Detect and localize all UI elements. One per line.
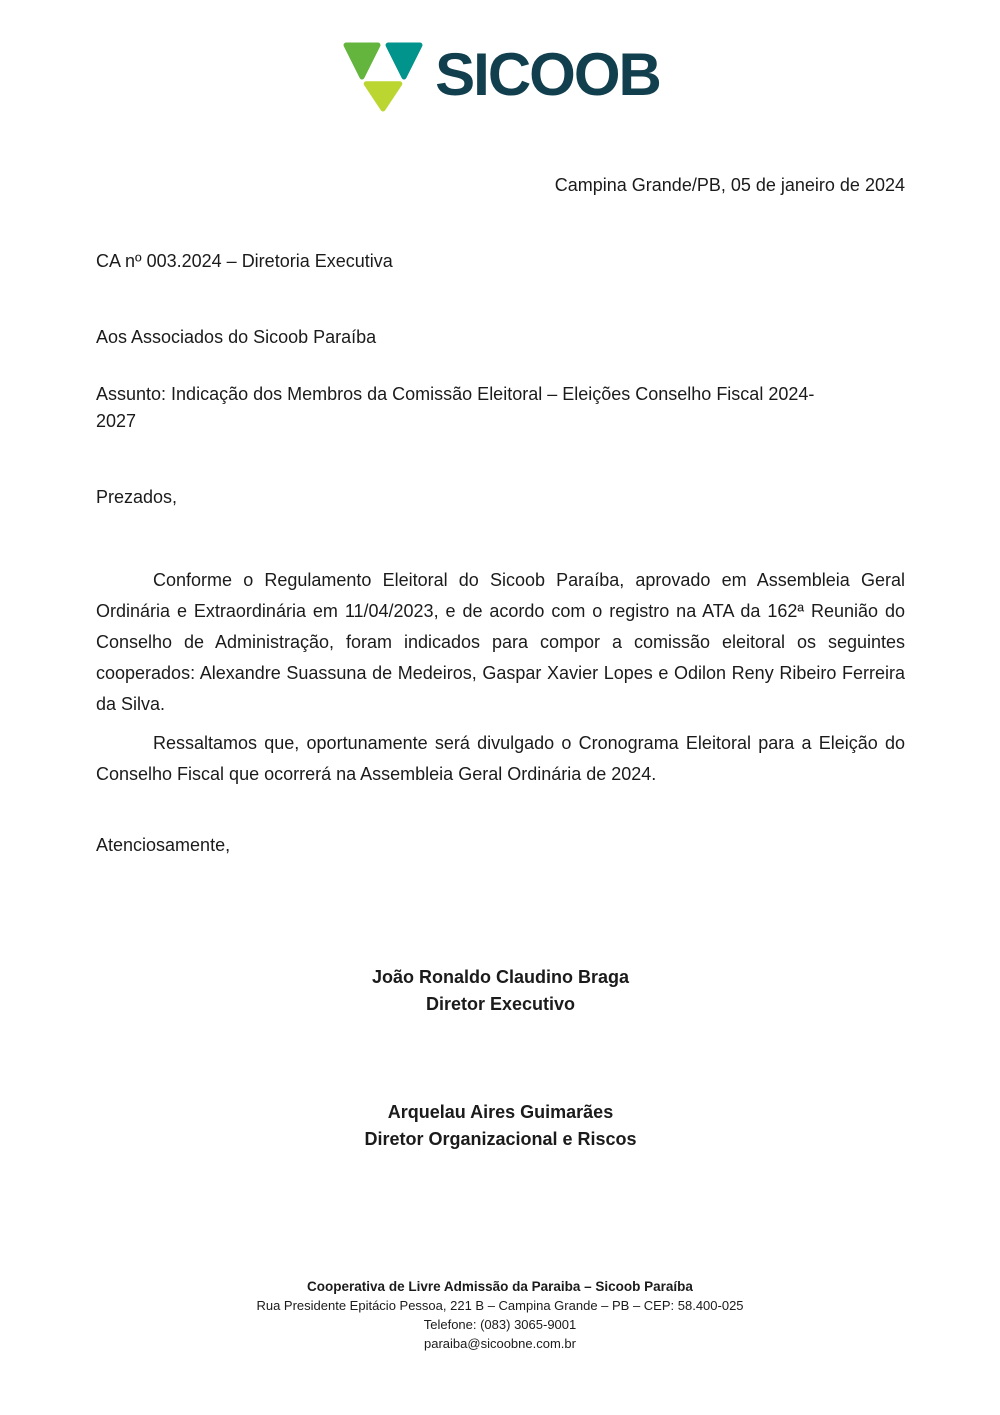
footer-phone: Telefone: (083) 3065-9001 <box>423 1317 577 1332</box>
footer-email: paraiba@sicoobne.com.br <box>424 1336 576 1351</box>
sicoob-triangle-icon <box>341 40 425 114</box>
subject-line-2: 2027 <box>96 411 137 431</box>
signature-block-1 <box>96 964 905 1018</box>
salutation: Prezados, <box>96 487 178 507</box>
signatory-title: Diretor Executivo <box>425 994 576 1014</box>
signature-block-2 <box>96 1099 905 1153</box>
signatory-title: Diretor Organizacional e Riscos <box>364 1129 637 1149</box>
letterhead-footer <box>0 1277 1000 1353</box>
signatory-name: Arquelau Aires Guimarães <box>387 1102 614 1122</box>
body-paragraph-1: Conforme o Regulamento Eleitoral do Sicoob Paraíba, aprovado em Assembleia Geral Ordinária e Extraordinária em 11/04/2023, e de acordo com o registro na ATA da 162ª Reunião do Conselho de Administração, foram indicados para compor a comissão eleitoral os seguintes cooperados: Alexandre Suassuna de Medeiros, Gaspar Xavier Lopes e Odilon Reny Ribeiro Ferreira da Silva. <box>96 570 905 714</box>
footer-coop-name: Cooperativa de Livre Admissão da Paraiba – Sicoob Paraíba <box>307 1279 693 1294</box>
closing: Atenciosamente, <box>96 835 231 855</box>
brand-wordmark: SICOOB <box>435 41 660 108</box>
reference-line: CA nº 003.2024 – Diretoria Executiva <box>96 251 393 271</box>
footer-address: Rua Presidente Epitácio Pessoa, 221 B – Campina Grande – PB – CEP: 58.400-025 <box>256 1298 744 1313</box>
recipient-line: Aos Associados do Sicoob Paraíba <box>96 327 377 347</box>
subject-block <box>96 381 905 435</box>
subject-line-1: Assunto: Indicação dos Membros da Comissão Eleitoral – Eleições Conselho Fiscal 2024- <box>96 384 815 404</box>
logo-triangle-teal <box>388 45 420 77</box>
sicoob-logo <box>96 38 905 116</box>
logo-triangle-lime <box>366 84 400 109</box>
logo-triangle-green <box>346 45 378 77</box>
place-date-line: Campina Grande/PB, 05 de janeiro de 2024 <box>554 175 905 195</box>
body-paragraph-2: Ressaltamos que, oportunamente será divulgado o Cronograma Eleitoral para a Eleição do Conselho Fiscal que ocorrerá na Assembleia Geral Ordinária de 2024. <box>96 733 905 784</box>
signatory-name: João Ronaldo Claudino Braga <box>371 967 630 987</box>
